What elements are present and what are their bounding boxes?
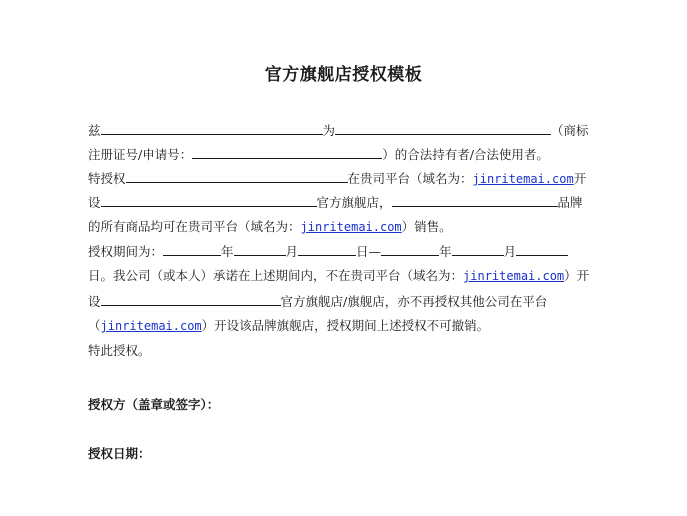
text-paren-open: （ (88, 318, 101, 333)
text-reg-no: 注册证号/申请号： (88, 147, 193, 162)
blank-start-year[interactable] (163, 243, 221, 256)
blank-brand[interactable] (392, 194, 558, 207)
text-zi: 兹 (88, 123, 101, 138)
blank-grantee[interactable] (126, 170, 348, 183)
blank-start-day[interactable] (298, 243, 356, 256)
domain-link-1[interactable]: jinritemai.com (472, 172, 574, 186)
authorizer-label: 授权方（盖章或签字）： (88, 397, 220, 412)
blank-end-day[interactable] (516, 243, 568, 256)
text-kai-close: ）开 (564, 268, 590, 283)
text-official-flagship: 官方旗舰店， (316, 195, 392, 210)
blank-end-month[interactable] (452, 243, 504, 256)
blank-trademark[interactable] (335, 122, 551, 135)
paragraph-line-7 (88, 268, 599, 284)
text-she-2: 设 (88, 294, 101, 309)
paragraph-line-3 (88, 170, 599, 187)
text-year-2: 年 (439, 244, 452, 259)
text-wei: 为 (322, 123, 336, 138)
paragraph-line-8 (88, 293, 599, 310)
blank-store-name-2[interactable] (101, 293, 281, 306)
paragraph-line-10 (88, 343, 599, 359)
blank-start-month[interactable] (234, 243, 286, 256)
text-hereby: 特此授权。 (88, 343, 151, 358)
blank-grantor[interactable] (101, 122, 323, 135)
text-month-2: 月 (503, 244, 517, 259)
paragraph-line-4 (88, 194, 599, 211)
paragraph-line-9 (88, 318, 599, 334)
text-sales-end: ）销售。 (401, 219, 452, 234)
blank-end-year[interactable] (381, 243, 439, 256)
paragraph-line-1 (88, 122, 599, 139)
document-title: 官方旗舰店授权模板 (264, 65, 423, 85)
text-paren-trademark: （商标 (551, 123, 589, 138)
text-kai: 开 (573, 171, 587, 186)
text-special-grant: 特授权 (88, 171, 126, 186)
text-on-platform: 在贵司平台（域名为： (347, 171, 473, 186)
text-all-goods: 的所有商品均可在贵司平台（域名为： (88, 219, 301, 234)
domain-link-3[interactable]: jinritemai.com (463, 269, 565, 283)
text-she: 设 (88, 195, 101, 210)
paragraph-line-5 (88, 219, 599, 235)
text-day-commit: 日。我公司（或本人）承诺在上述期间内，不在贵司平台（域名为： (88, 268, 464, 283)
paragraph-line-2 (88, 146, 599, 163)
text-year-1: 年 (221, 244, 234, 259)
text-period-label: 授权期间为： (88, 244, 164, 259)
domain-link-4[interactable]: jinritemai.com (100, 319, 202, 333)
blank-reg-no[interactable] (192, 146, 382, 159)
date-label: 授权日期： (88, 446, 151, 461)
text-month-1: 月 (285, 244, 299, 259)
text-brand: 品牌 (557, 195, 583, 210)
text-open-after: ）开设该品牌旗舰店，授权期间上述授权不可撤销。 (201, 318, 490, 333)
text-holder: ）的合法持有者/合法使用者。 (382, 147, 549, 162)
paragraph-line-6 (88, 243, 599, 260)
domain-link-2[interactable]: jinritemai.com (300, 220, 402, 234)
text-flagship-or-exclusive: 官方旗舰店/旗舰店，亦不再授权其他公司在平台 (280, 294, 548, 309)
text-day-to: 日— (356, 244, 382, 259)
blank-store-name[interactable] (101, 194, 317, 207)
